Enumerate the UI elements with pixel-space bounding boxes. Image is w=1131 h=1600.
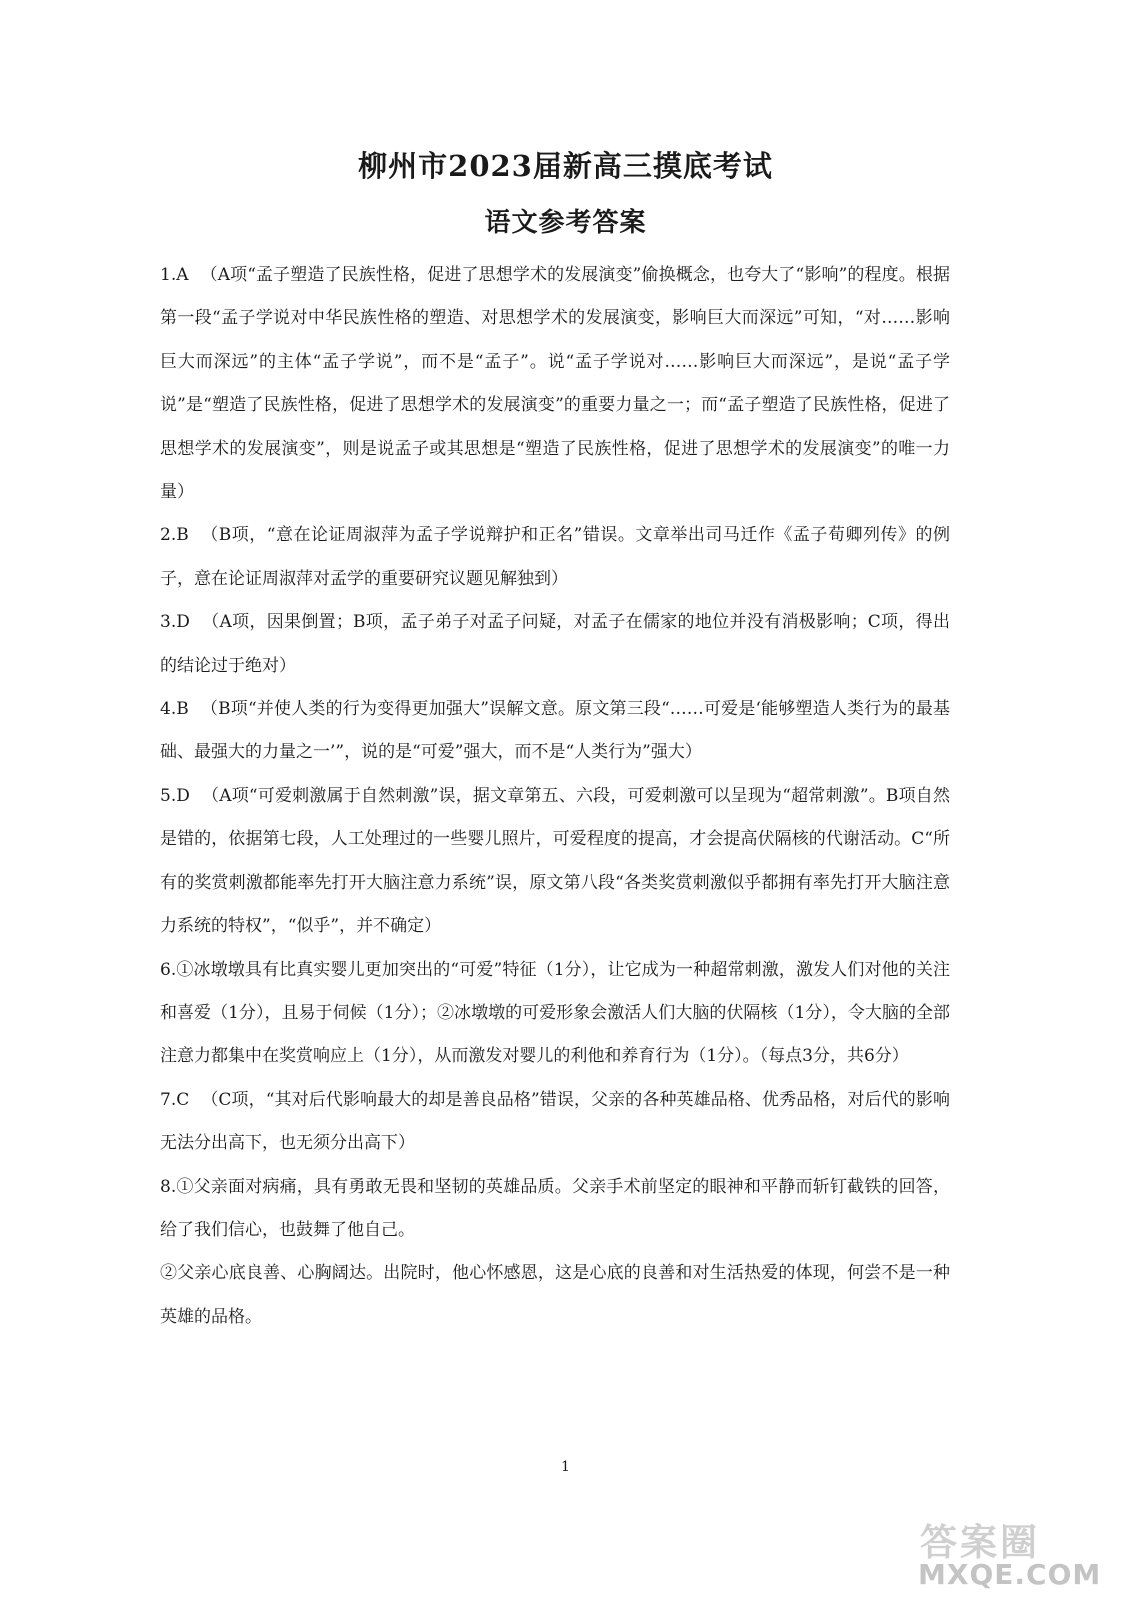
answer-text: （A项，因果倒置；B项，孟子弟子对孟子问疑，对孟子在儒家的地位并没有消极影响；C项，得出的结论过于绝对） — [160, 612, 950, 676]
answer-text: （B项“并使人类的行为变得更加强大”误解文意。原文第三段“……可爱是‘能够塑造人类行为的最基础、最强大的力量之一’”，说的是“可爱”强大，而不是“人类行为”强大） — [160, 699, 950, 763]
answer-text: 8.①父亲面对病痛，具有勇敢无畏和坚韧的英雄品质。父亲手术前坚定的眼神和平静而斩钉截铁的回答，给了我们信心，也鼓舞了他自己。 — [160, 1176, 950, 1240]
answer-item — [160, 514, 950, 601]
answer-text: （B项，“意在论证周淑萍为孟子学说辩护和正名”错误。文章举出司马迁作《孟子荀卿列传》的例子，意在论证周淑萍对孟学的重要研究议题见解独到） — [160, 525, 950, 589]
question-number: 3.D — [160, 612, 190, 633]
answer-item — [160, 254, 950, 514]
answer-item — [160, 601, 950, 688]
watermark-cn: 答案圈 — [920, 1521, 1040, 1564]
question-number: 7.C — [160, 1089, 190, 1110]
question-number: 1.A — [160, 265, 189, 285]
page-title: 柳州市2023届新高三摸底考试 — [358, 149, 773, 183]
answer-item — [160, 949, 950, 1079]
answer-list — [160, 254, 950, 1339]
answer-item — [160, 1079, 950, 1166]
question-number: 4.B — [160, 699, 189, 720]
answer-text: ②父亲心底良善、心胸阔达。出院时，他心怀感恩，这是心底的良善和对生活热爱的体现，何尝不是一种英雄的品格。 — [160, 1263, 950, 1327]
answer-text: （A项“可爱刺激属于自然刺激”误，据文章第五、六段，可爱刺激可以呈现为“超常刺激”。B项自然是错的，依据第七段，人工处理过的一些婴儿照片，可爱程度的提高，才会提高伏隔核的代谢活动。C“所有的奖赏刺激都能率先打开大脑注意力系统”误，原文第八段“各类奖赏刺激似乎都拥有率先打开大脑注意力系统的特权”，“似乎”，并不确定） — [160, 785, 950, 937]
question-number: 2.B — [160, 525, 189, 546]
watermark-logo — [918, 1512, 1103, 1594]
answer-item — [160, 1166, 950, 1253]
answer-text: 6.①冰墩墩具有比真实婴儿更加突出的“可爱”特征（1分），让它成为一种超常刺激，激发人们对他的关注和喜爱（1分），且易于伺候（1分）；②冰墩墩的可爱形象会激活人们大脑的伏隔核（1分），令大脑的全部注意力都集中在奖赏响应上（1分），从而激发对婴儿的利他和养育行为（1分）。（每点3分，共6分） — [160, 959, 950, 1067]
page-subtitle: 语文参考答案 — [484, 208, 647, 238]
answer-item — [160, 775, 950, 949]
answer-text: （A项“孟子塑造了民族性格，促进了思想学术的发展演变”偷换概念，也夸大了“影响”的程度。根据第一段“孟子学说对中华民族性格的塑造、对思想学术的发展演变，影响巨大而深远”可知，“对……影响巨大而深远”的主体“孟子学说”，而不是“孟子”。说“孟子学说对……影响巨大而深远”，是说“孟子学说”是“塑造了民族性格，促进了思想学术的发展演变”的重要力量之一；而“孟子塑造了民族性格，促进了思想学术的发展演变”，则是说孟子或其思想是“塑造了民族性格，促进了思想学术的发展演变”的唯一力量） — [160, 265, 950, 503]
answer-item — [160, 688, 950, 775]
watermark-en: MXQE.COM — [918, 1558, 1102, 1591]
question-number: 5.D — [160, 785, 190, 806]
answer-text: （C项，“其对后代影响最大的却是善良品格”错误，父亲的各种英雄品格、优秀品格，对后代的影响无法分出高下，也无须分出高下） — [160, 1089, 950, 1154]
answer-item — [160, 1252, 950, 1339]
page-number: 1 — [561, 1459, 570, 1475]
